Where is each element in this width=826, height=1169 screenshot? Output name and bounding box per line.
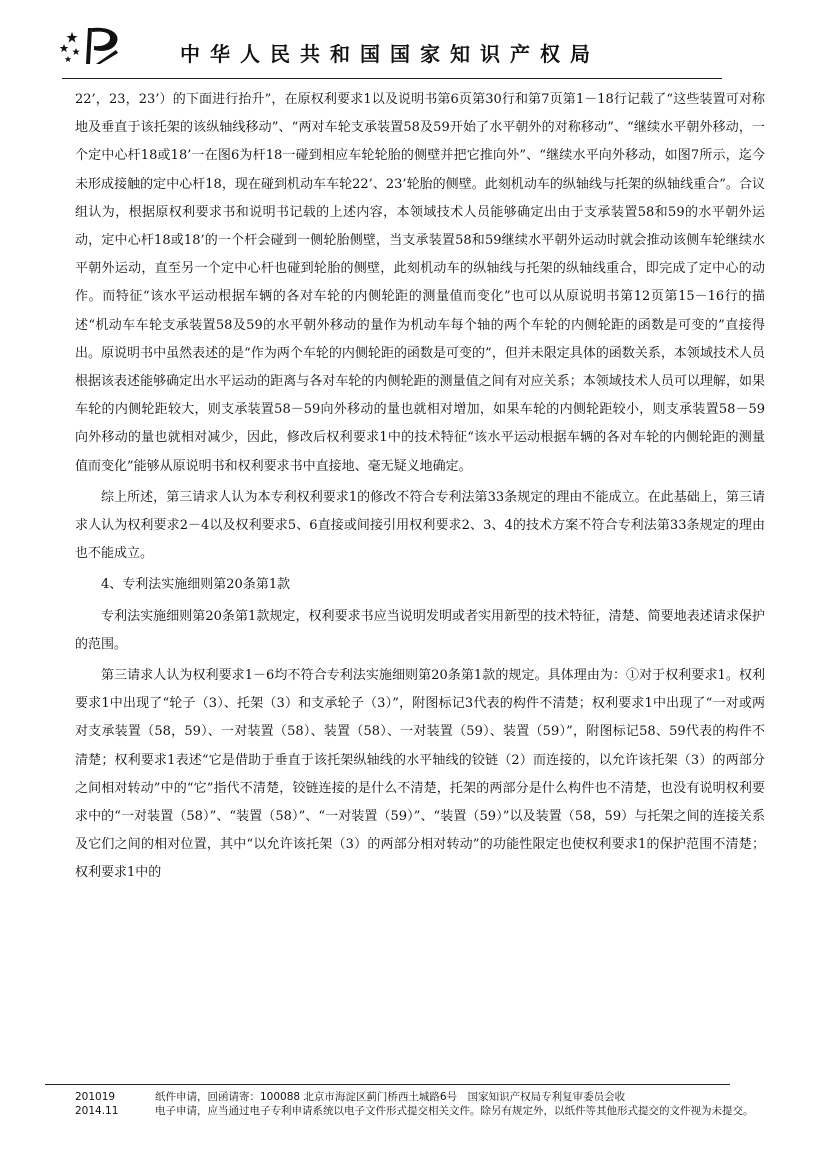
- paragraph-1: 22’，23，23’）的下面进行抬升”，在原权利要求1以及说明书第6页第30行和第7页第1－18行记载了“这些装置可对称地及垂直于该托架的该纵轴线移动”、“两对车轮支承装置58及59开始了水平朝外的对称移动”、“继续水平朝外移动，一个定中心杆18或18’一在图6为杆18一碰到相应车轮轮胎的侧壁并把它推向外”、“继续水平向外移动，如图7所示，迄今未形成接触的定中心杆18，现在碰到机动车车轮22’、23’轮胎的侧壁。此刻机动车的纵轴线与托架的纵轴线重合”。合议组认为，根据原权利要求书和说明书记载的上述内容，本领域技术人员能够确定出由于支承装置58和59的水平朝外运动，定中心杆18或18’的一个杆会碰到一侧轮胎侧壁，当支承装置58和59继续水平朝外运动时就会推动该侧车轮继续水平朝外运动，直至另一个定中心杆也碰到轮胎的侧壁，此刻机动车的纵轴线与托架的纵轴线重合，即完成了定中心的动作。而特征“该水平运动根据车辆的各对车轮的内侧轮距的测量值而变化”也可以从原说明书第12页第15－16行的描述“机动车车轮支承装置58及59的水平朝外移动的量作为机动车每个轴的两个车轮的内侧轮距的函数是可变的”直接得出。原说明书中虽然表述的是“作为两个车轮的内侧轮距的函数是可变的”，但并未限定具体的函数关系，本领域技术人员根据该表述能够确定出水平运动的距离与各对车轮的内侧轮距的测量值之间有对应关系；本领域技术人员可以理解，如果车轮的内侧轮距较大，则支承装置58－59向外移动的量也就相对增加，如果车轮的内侧轮距较小，则支承装置58－59向外移动的量也就相对减少，因此，修改后权利要求1中的技术特征“该水平运动根据车辆的各对车轮的内侧轮距的测量值而变化”能够从原说明书和权利要求书中直接地、毫无疑义地确定。: [75, 92, 765, 474]
- footer-divider: [45, 1084, 730, 1085]
- paragraph-3: 专利法实施细则第20条第1款规定，权利要求书应当说明发明或者实用新型的技术特征，清楚、简要地表述请求保护的范围。: [75, 608, 765, 652]
- footer-line-1: [75, 1090, 775, 1104]
- organization-title: 中华人民共和国国家知识产权局: [180, 42, 600, 66]
- footer-line-2: [75, 1104, 775, 1118]
- page-footer: [75, 1090, 775, 1118]
- section-heading: 4、专利法实施细则第20条第1款: [101, 577, 291, 593]
- document-body: [75, 86, 765, 891]
- cnipa-logo-icon: [58, 20, 128, 70]
- footer-paper-notice: 纸件申请，回函请寄：100088 北京市海淀区蓟门桥西土城路6号 国家知识产权局专利复审委员会收: [155, 1091, 626, 1103]
- form-version: 2014.11: [75, 1105, 119, 1117]
- footer-electronic-notice: 电子申请，应当通过电子专利申请系统以电子文件形式提交相关文件。除另有规定外，以纸件等其他形式提交的文件视为未提交。: [155, 1105, 754, 1117]
- page-header: [0, 0, 826, 82]
- header-divider: [62, 78, 722, 79]
- paragraph-2: 综上所述，第三请求人认为本专利权利要求1的修改不符合专利法第33条规定的理由不能成立。在此基础上，第三请求人认为权利要求2－4以及权利要求5、6直接或间接引用权利要求2、3、4的技术方案不符合专利法第33条规定的理由也不能成立。: [75, 489, 765, 562]
- form-code: 201019: [75, 1091, 116, 1103]
- paragraph-4: 第三请求人认为权利要求1－6均不符合专利法实施细则第20条第1款的规定。具体理由为：①对于权利要求1。权利要求1中出现了“轮子（3）、托架（3）和支承轮子（3）”，附图标记3代表的构件不清楚；权利要求1中出现了“一对或两对支承装置（58，59）、一对装置（58）、装置（58）、一对装置（59）、装置（59）”，附图标记58、59代表的构件不清楚；权利要求1表述“它是借助于垂直于该托架纵轴线的水平轴线的铰链（2）而连接的，以允许该托架（3）的两部分之间相对转动”中的“它”指代不清楚，铰链连接的是什么不清楚，托架的两部分是什么构件也不清楚，也没有说明权利要求中的“一对装置（58）”、“装置（58）”、“一对装置（59）”、“装置（59）”以及装置（58，59）与托架之间的连接关系及它们之间的相对位置，其中“以允许该托架（3）的两部分相对转动”的功能性限定也使权利要求1的保护范围不清楚；权利要求1中的: [75, 668, 765, 881]
